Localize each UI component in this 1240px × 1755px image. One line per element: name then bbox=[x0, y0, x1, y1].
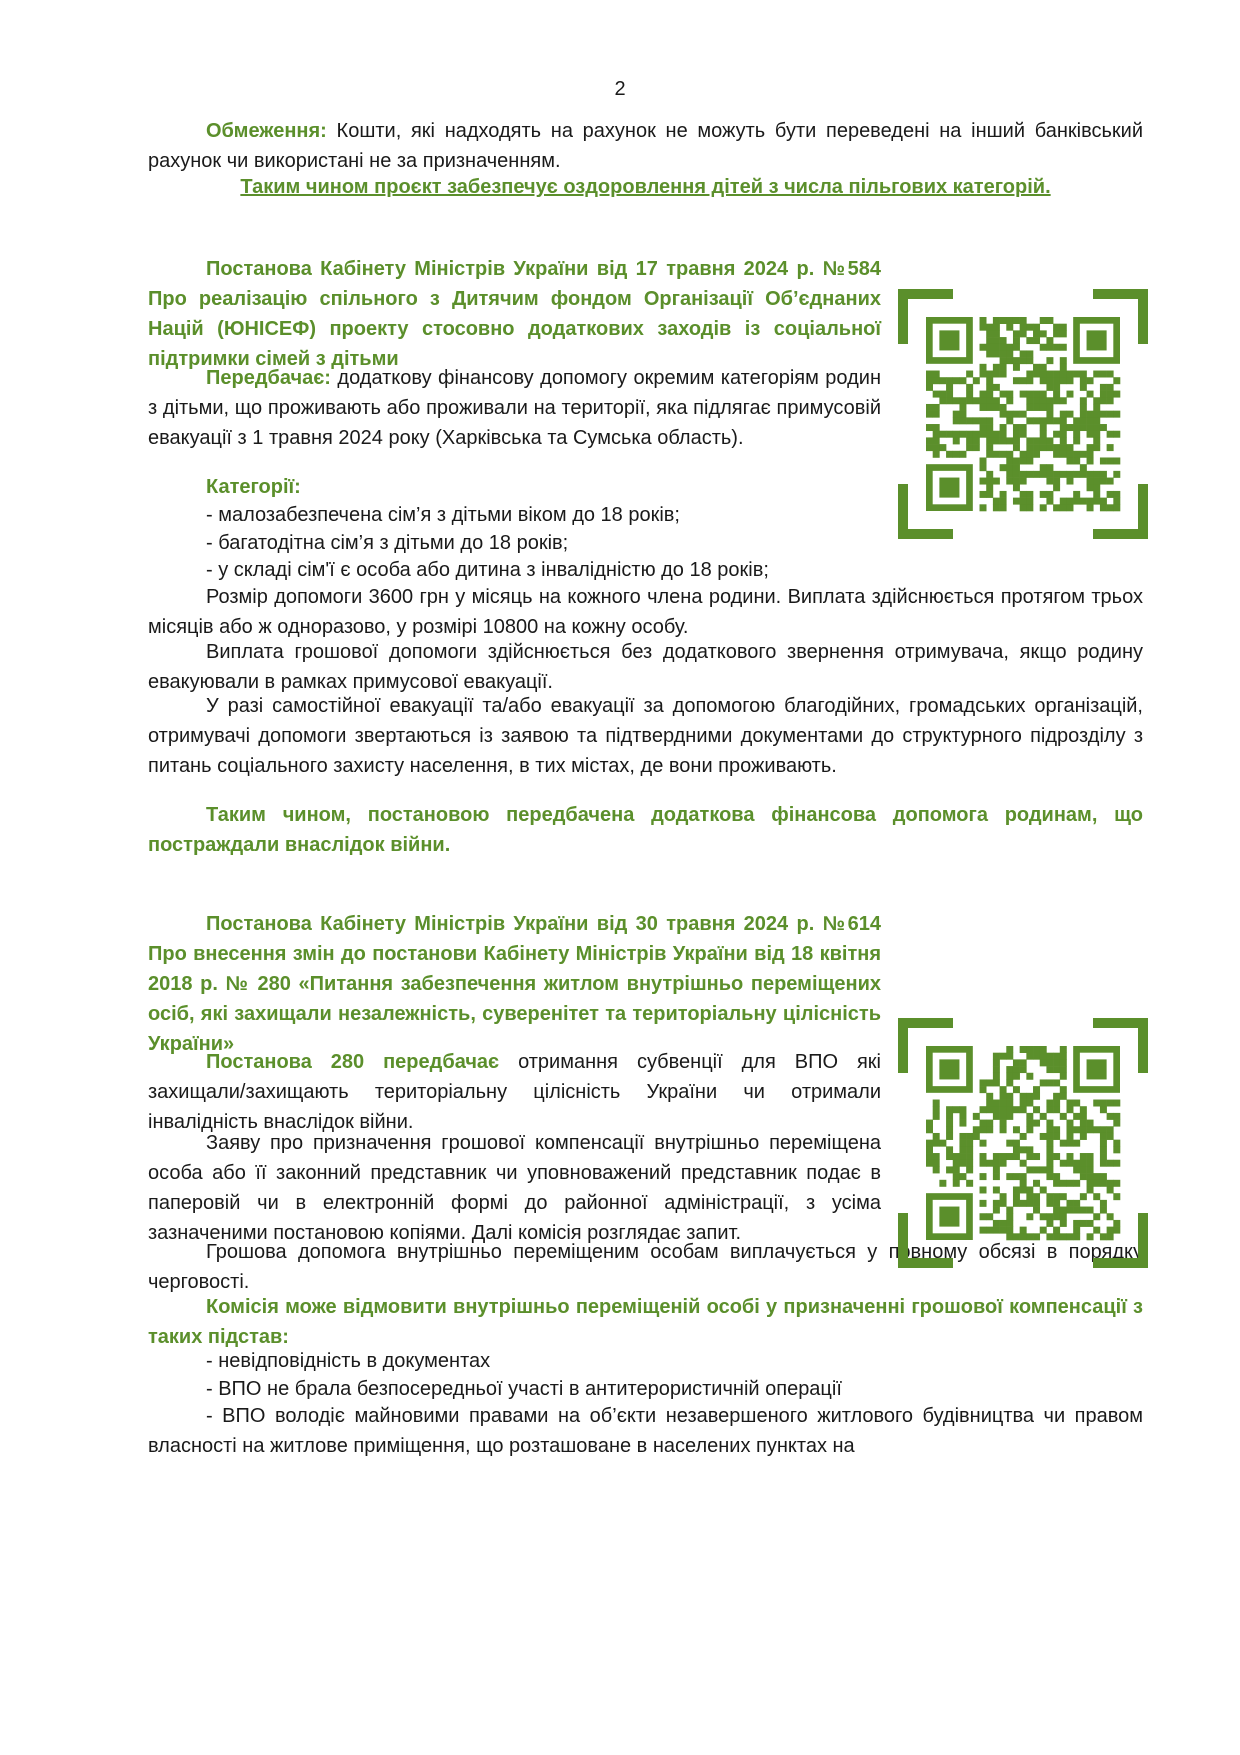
section1-payment: Виплата грошової допомоги здійснюється без додаткового звернення отримувача, якщо родину евакуювали в рамках примусової евакуації. bbox=[148, 641, 1143, 693]
restriction-label: Обмеження: bbox=[206, 120, 327, 142]
section2-application: Заяву про призначення грошової компенсації внутрішньо переміщена особа або її законний представник чи уповноважений представник подає в паперовій чи в електронній формі до районної адміністрації, з усіма зазначеними постановою копіями. Далі комісія розглядає запит. bbox=[148, 1132, 881, 1244]
section2-provides-label: Постанова 280 передбачає bbox=[206, 1051, 500, 1073]
page-number: 2 bbox=[614, 78, 626, 100]
section2-application-first bbox=[148, 1128, 881, 1248]
section2-provides-text: отримання субвенції для ВПО які захищали/захищають територіальну цілісність України чи отримали інвалідність внаслідок війни. bbox=[148, 1051, 881, 1133]
refusal-item-last: - ВПО володіє майновими правами на об’єкти незавершеного житлового будівництва чи правом власності на житлове приміщення, що розташоване в населених пунктах на bbox=[148, 1405, 1143, 1457]
section1-provides-label: Передбачає: bbox=[206, 367, 331, 389]
section1-conclusion: Таким чином, постановою передбачена додаткова фінансова допомога родинам, що постраждали внаслідок війни. bbox=[148, 804, 1143, 856]
qr-code-icon bbox=[898, 289, 1148, 539]
section2-provides bbox=[148, 1047, 881, 1137]
refusal-item: - невідповідність в документах bbox=[206, 1350, 491, 1372]
intro-conclusion-wrap bbox=[148, 172, 1143, 202]
restriction-paragraph bbox=[148, 116, 1143, 176]
section1-provides-text: додаткову фінансову допомогу окремим категоріям родин з дітьми, що проживають або проживали на території, яка підлягає примусовій евакуації з 1 травня 2024 року (Харківська та Сумська область). bbox=[148, 367, 881, 449]
section2-refusal-title: Комісія може відмовити внутрішньо переміщеній особі у призначенні грошової компенсації з таких підстав: bbox=[148, 1296, 1143, 1348]
qr-code-icon bbox=[898, 1018, 1148, 1268]
section1-title: Постанова Кабінету Міністрів України від 17 травня 2024 р. №584 Про реалізацію спільного з Дитячим фондом Організації Об’єднаних Націй (ЮНІСЕФ) проекту стосовно додаткових заходів із соціальної підтримки сімей з дітьми bbox=[148, 258, 881, 370]
category-item: - багатодітна сім’я з дітьми до 18 років; bbox=[206, 532, 569, 554]
section1-categories-label: Категорії: bbox=[206, 476, 301, 498]
section2-title: Постанова Кабінету Міністрів України від 30 травня 2024 р. №614 Про внесення змін до постанови Кабінету Міністрів України від 18 квітня 2018 р. № 280 «Питання забезпечення житлом внутрішньо переміщених осіб, які захищали незалежність, суверенітет та територіальну цілісність України» bbox=[148, 913, 881, 1055]
restriction-text: Кошти, які надходять на рахунок не можуть бути переведені на інший банківський рахунок чи використані не за призначенням. bbox=[148, 120, 1143, 172]
section1-amount: Розмір допомоги 3600 грн у місяць на кожного члена родини. Виплата здійснюється протягом трьох місяців або ж одноразово, у розмірі 10800 на кожну особу. bbox=[148, 586, 1143, 638]
refusal-item: - ВПО не брала безпосередньої участі в антитерористичній операції bbox=[206, 1378, 842, 1400]
section1-provides bbox=[148, 363, 881, 453]
category-item: - малозабезпечена сім’я з дітьми віком до 18 років; bbox=[206, 504, 680, 526]
category-item: - у складі сім'ї є особа або дитина з інвалідністю до 18 років; bbox=[206, 559, 769, 581]
intro-conclusion: Таким чином проєкт забезпечує оздоровлення дітей з числа пільгових категорій. bbox=[240, 176, 1051, 198]
section1-self-evacuation: У разі самостійної евакуації та/або евакуації за допомогою благодійних, громадських організацій, отримувачі допомоги звертаються із заявою та підтвердними документами до структурного підрозділу з питань соціального захисту населення, в тих містах, де вони проживають. bbox=[148, 695, 1143, 777]
section2-payment: Грошова допомога внутрішньо переміщеним особам виплачується у повному обсязі в порядку черговості. bbox=[148, 1241, 1143, 1293]
